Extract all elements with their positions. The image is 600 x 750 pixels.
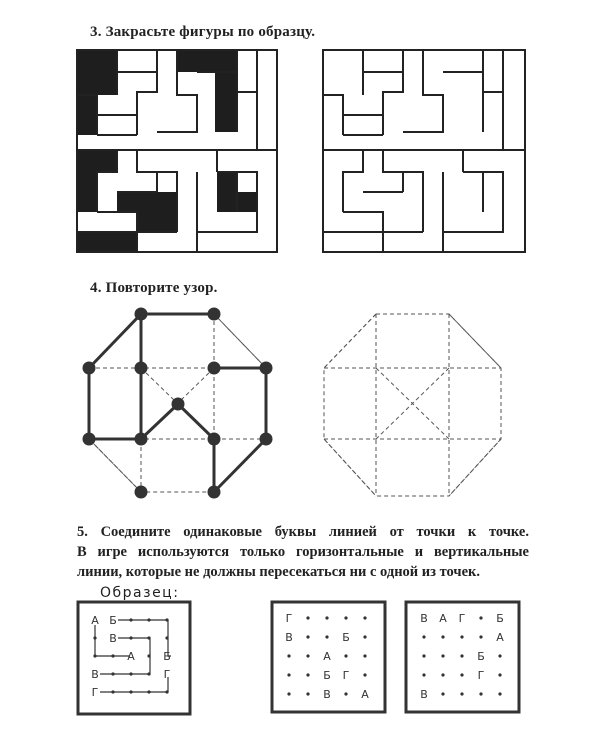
grid-dot[interactable] — [325, 616, 328, 619]
grid-dot[interactable] — [422, 635, 425, 638]
task3-title: 3. Закрасьте фигуры по образцу. — [90, 24, 316, 40]
grid-dot[interactable] — [287, 673, 290, 676]
grid-dot — [147, 618, 150, 621]
grid-letter: Б — [163, 650, 171, 663]
grid-dot[interactable] — [441, 673, 444, 676]
grid-dot[interactable] — [306, 692, 309, 695]
grid-dot[interactable] — [363, 616, 366, 619]
task4-title: 4. Повторите узор. — [90, 280, 218, 296]
grid-letter[interactable]: А — [361, 688, 369, 701]
pattern-dot — [208, 433, 221, 446]
pattern-dot — [83, 362, 96, 375]
pattern-sample — [83, 308, 273, 499]
grid-dot[interactable] — [306, 635, 309, 638]
grid-dot[interactable] — [306, 673, 309, 676]
grid-dot[interactable] — [306, 616, 309, 619]
grid-dot[interactable] — [479, 635, 482, 638]
pattern-dot — [83, 433, 96, 446]
pattern-template[interactable] — [324, 314, 501, 496]
task5-instruction-line-3: линии, которые не должны пересекаться ни с одной из точек. — [77, 564, 480, 580]
grid-letter: Г — [91, 686, 99, 699]
grid-dot[interactable] — [363, 673, 366, 676]
sample-connection-lines — [95, 620, 171, 692]
grid-dot — [93, 654, 96, 657]
grid-dot — [93, 636, 96, 639]
grid-letter: А — [91, 614, 99, 627]
grid-dot — [111, 690, 114, 693]
puzzle-2-grid-cells[interactable] — [420, 612, 504, 701]
grid-dot[interactable] — [460, 654, 463, 657]
grid-dot[interactable] — [460, 635, 463, 638]
grid-dot[interactable] — [287, 654, 290, 657]
grid-dot — [165, 636, 168, 639]
grid-letter[interactable]: Г — [477, 669, 485, 682]
pattern-dot — [135, 308, 148, 321]
pattern-dot — [135, 433, 148, 446]
grid-dot[interactable] — [344, 654, 347, 657]
grid-dot — [165, 690, 168, 693]
task5-instruction-line-2: В игре используются только горизонтальные и вертикальные — [77, 544, 529, 560]
grid-letter[interactable]: А — [496, 631, 504, 644]
grid-dot[interactable] — [441, 654, 444, 657]
pattern-dot — [208, 308, 221, 321]
sample-letter-grid — [78, 602, 190, 714]
grid-dot — [129, 636, 132, 639]
puzzle-grid-2[interactable] — [406, 602, 519, 712]
grid-letter[interactable]: Г — [342, 669, 350, 682]
grid-dot — [111, 672, 114, 675]
grid-dot — [129, 690, 132, 693]
grid-dot[interactable] — [422, 654, 425, 657]
grid-dot — [111, 654, 114, 657]
grid-dot[interactable] — [498, 673, 501, 676]
pattern-dot — [135, 486, 148, 499]
grid-letter[interactable]: Б — [323, 669, 331, 682]
grid-dot — [165, 618, 168, 621]
grid-dot — [147, 672, 150, 675]
sample-grid-cells — [91, 614, 171, 699]
grid-letter[interactable]: Г — [285, 612, 293, 625]
grid-dot[interactable] — [422, 673, 425, 676]
grid-dot[interactable] — [460, 692, 463, 695]
grid-dot — [129, 618, 132, 621]
sample-dots — [83, 308, 273, 499]
pattern-dot — [260, 362, 273, 375]
grid-dot[interactable] — [344, 692, 347, 695]
grid-dot[interactable] — [460, 673, 463, 676]
pattern-dot — [208, 486, 221, 499]
grid-dot[interactable] — [441, 692, 444, 695]
grid-letter: Г — [163, 668, 171, 681]
grid-dot[interactable] — [479, 692, 482, 695]
grid-letter[interactable]: В — [420, 612, 428, 625]
puzzle-grid-1[interactable] — [272, 602, 385, 712]
grid-dot — [129, 672, 132, 675]
puzzle-1-grid-cells[interactable] — [285, 612, 369, 701]
grid-letter: Б — [109, 614, 117, 627]
task5-instruction-line-1: 5. Соедините одинаковые буквы линией от точки к точке. — [77, 524, 529, 540]
grid-letter[interactable]: В — [323, 688, 331, 701]
grid-letter[interactable]: А — [323, 650, 331, 663]
grid-letter[interactable]: Б — [342, 631, 350, 644]
grid-letter[interactable]: Б — [477, 650, 485, 663]
grid-dot — [147, 654, 150, 657]
grid-dot — [147, 690, 150, 693]
grid-letter[interactable]: В — [285, 631, 293, 644]
grid-dot[interactable] — [498, 654, 501, 657]
grid-dot[interactable] — [287, 692, 290, 695]
sample-label: Образец: — [100, 585, 180, 601]
grid-letter: В — [109, 632, 117, 645]
grid-dot[interactable] — [441, 635, 444, 638]
pattern-dot — [135, 362, 148, 375]
grid-dot[interactable] — [363, 635, 366, 638]
grid-dot[interactable] — [479, 616, 482, 619]
grid-letter: В — [91, 668, 99, 681]
grid-dot[interactable] — [325, 635, 328, 638]
grid-letter[interactable]: Б — [496, 612, 504, 625]
grid-letter: А — [127, 650, 135, 663]
grid-dot[interactable] — [306, 654, 309, 657]
grid-dot[interactable] — [498, 692, 501, 695]
pattern-dot — [260, 433, 273, 446]
grid-dot[interactable] — [363, 654, 366, 657]
grid-letter[interactable]: В — [420, 688, 428, 701]
grid-dot[interactable] — [344, 616, 347, 619]
grid-letter[interactable]: А — [439, 612, 447, 625]
pattern-dot — [172, 398, 185, 411]
grid-letter[interactable]: Г — [458, 612, 466, 625]
pattern-dot — [208, 362, 221, 375]
grid-dot — [147, 636, 150, 639]
